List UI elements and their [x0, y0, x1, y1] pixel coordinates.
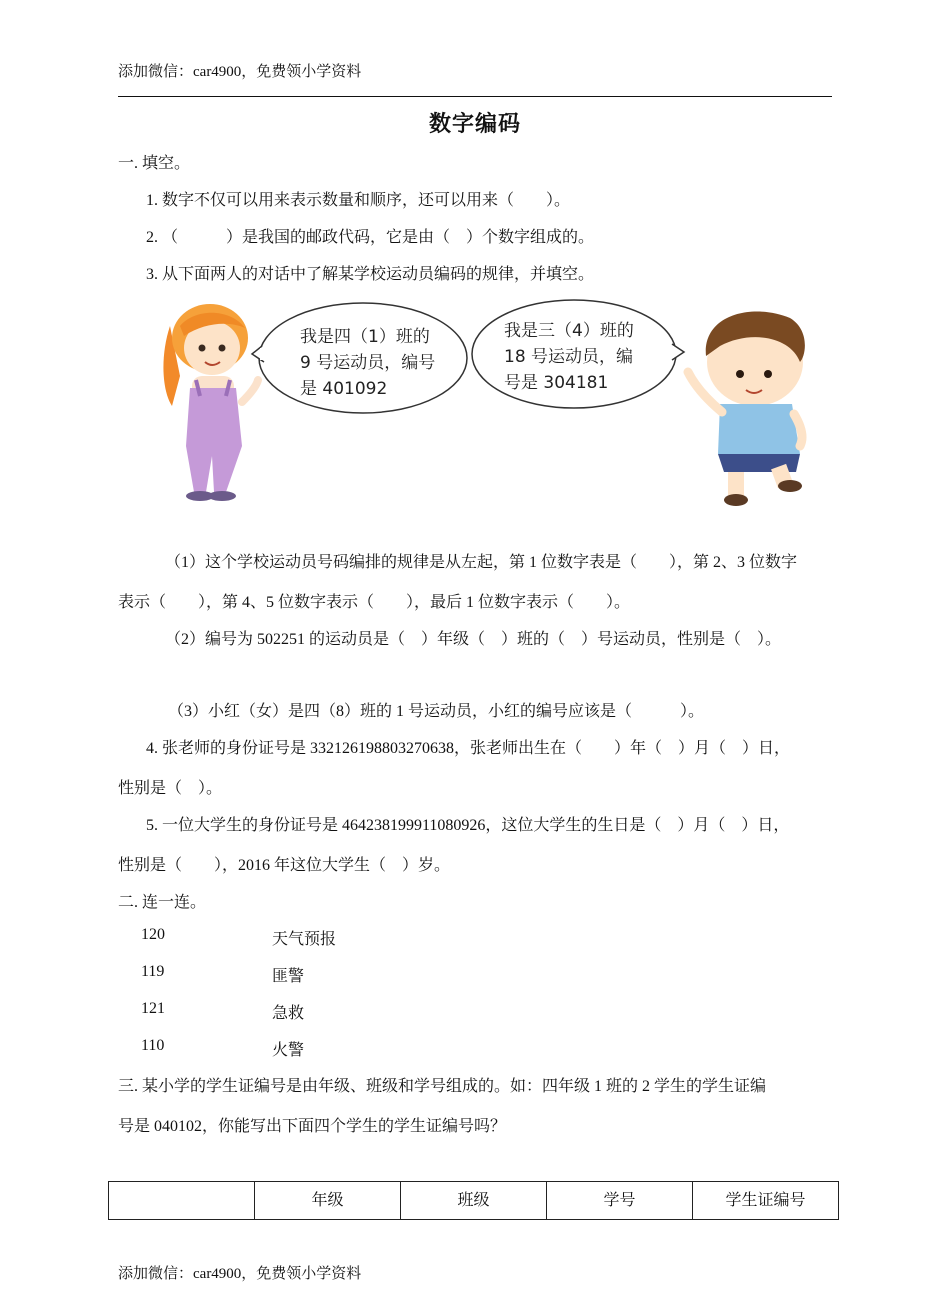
right-speech-bubble [472, 300, 684, 408]
right-bubble-line-3: 号是 304181 [504, 373, 609, 393]
service-item: 急救 [272, 1005, 305, 1022]
section3-line2: 号是 040102，你能写出下面四个学生的学生证编号吗？ [118, 1118, 507, 1135]
section2-heading: 二. 连一连。 [118, 894, 207, 911]
left-bubble-line-3: 是 401092 [300, 379, 388, 399]
girl-figure [163, 304, 258, 501]
table-header-cell: 年级 [255, 1182, 401, 1220]
dialogue-illustration [150, 296, 810, 510]
section3-line1: 三. 某小学的学生证编号是由年级、班级和学号组成的。如：四年级 1 班的 2 学生的学生证编 [118, 1078, 767, 1095]
question-2: 2. （ ）是我国的邮政代码，它是由（ ）个数字组成的。 [146, 229, 595, 246]
header-watermark: 添加微信：car4900，免费领小学资料 [118, 64, 362, 80]
question-4-line2: 性别是（ ）。 [118, 780, 223, 797]
header-divider [118, 96, 832, 97]
question-3-1-line1: （1）这个学校运动员号码编排的规律是从左起，第 1 位数字表是（ ），第 2、3 位数字 [165, 554, 798, 571]
question-3-2: （2）编号为 502251 的运动员是（ ）年级（ ）班的（ ）号运动员，性别是（ ）。 [165, 631, 782, 648]
boy-figure [688, 312, 805, 506]
service-item: 匪警 [272, 968, 305, 985]
number-item: 119 [141, 963, 165, 980]
number-item: 121 [141, 1000, 165, 1017]
question-5-line1: 5. 一位大学生的身份证号是 464238199911080926，这位大学生的生日是（ ）月（ ）日， [146, 817, 790, 834]
table-header-cell: 学号 [547, 1182, 693, 1220]
table-header-row [109, 1182, 839, 1220]
question-4-line1: 4. 张老师的身份证号是 332126198803270638，张老师出生在（ ）年（ ）月（ ）日， [146, 740, 791, 757]
service-item: 天气预报 [272, 931, 337, 948]
page-title: 数字编码 [428, 112, 521, 137]
right-bubble-line-2: 18 号运动员，编 [504, 347, 634, 367]
student-id-table [108, 1181, 839, 1220]
table-header-cell [109, 1182, 255, 1220]
table-header-cell: 学生证编号 [693, 1182, 839, 1220]
footer-watermark: 添加微信：car4900，免费领小学资料 [118, 1266, 362, 1282]
question-5-line2: 性别是（ ），2016 年这位大学生（ ）岁。 [118, 857, 451, 874]
question-3-3: （3）小红（女）是四（8）班的 1 号运动员，小红的编号应该是（ ）。 [168, 703, 705, 720]
right-bubble-line-1: 我是三（4）班的 [504, 321, 634, 341]
left-bubble-line-2: 9 号运动员，编号 [300, 353, 436, 373]
question-1: 1. 数字不仅可以用来表示数量和顺序，还可以用来（ ）。 [146, 192, 571, 209]
question-3-1-line2: 表示（ ），第 4、5 位数字表示（ ），最后 1 位数字表示（ ）。 [118, 594, 631, 611]
number-item: 120 [141, 926, 165, 943]
question-3: 3. 从下面两人的对话中了解某学校运动员编码的规律，并填空。 [146, 266, 595, 283]
service-item: 火警 [272, 1042, 305, 1059]
left-bubble-line-1: 我是四（1）班的 [300, 327, 430, 347]
section1-heading: 一. 填空。 [118, 155, 191, 172]
left-speech-bubble [252, 303, 467, 413]
number-item: 110 [141, 1037, 165, 1054]
table-header-cell: 班级 [401, 1182, 547, 1220]
